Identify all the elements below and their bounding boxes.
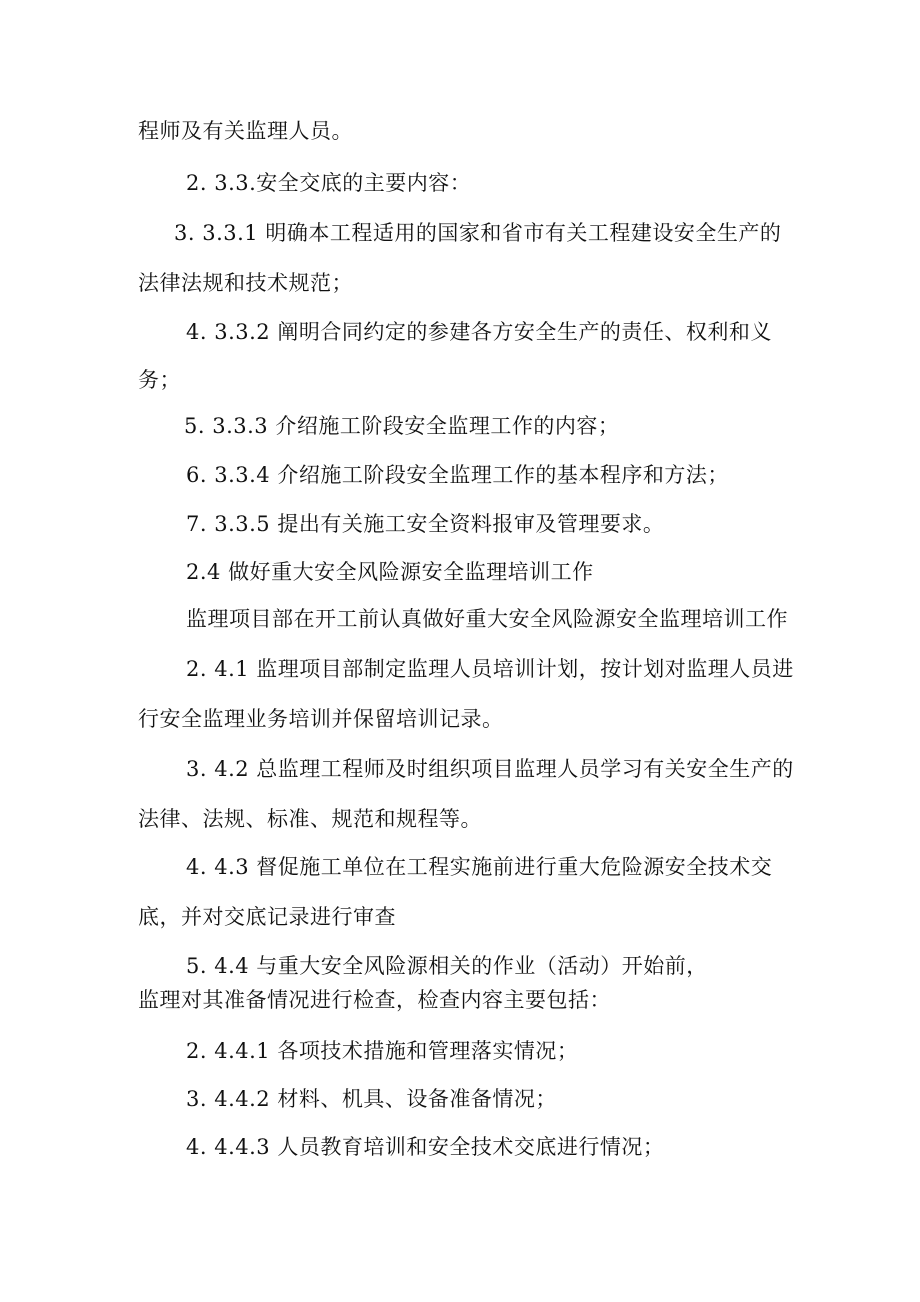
text-line: 监理对其准备情况进行检查，检查内容主要包括： [138, 988, 611, 1012]
text-line: 法律法规和技术规范； [138, 271, 353, 295]
list-item: 4. 3.3.2 阐明合同约定的参建各方安全生产的责任、权利和义 [186, 320, 772, 344]
text-line: 行安全监理业务培训并保留培训记录。 [138, 707, 504, 731]
text-line: 法律、法规、标准、规范和规程等。 [138, 807, 482, 831]
list-item: 4. 4.4.3 人员教育培训和安全技术交底进行情况； [186, 1135, 665, 1159]
text-line: 程师及有关监理人员。 [138, 119, 353, 143]
text-line: 务； [138, 368, 181, 392]
list-item: 7. 3.3.5 提出有关施工安全资料报审及管理要求。 [186, 512, 665, 536]
list-item: 5. 4.4 与重大安全风险源相关的作业（活动）开始前， [186, 954, 708, 978]
list-item: 2. 4.4.1 各项技术措施和管理落实情况； [186, 1039, 579, 1063]
list-item: 6. 3.3.4 介绍施工阶段安全监理工作的基本程序和方法； [186, 463, 729, 487]
section-heading: 2. 3.3.安全交底的主要内容： [186, 171, 472, 195]
list-item: 3. 4.2 总监理工程师及时组织项目监理人员学习有关安全生产的 [186, 757, 794, 781]
text-line: 底，并对交底记录进行审查 [138, 905, 396, 929]
list-item: 5. 3.3.3 介绍施工阶段安全监理工作的内容； [184, 414, 620, 438]
list-item: 4. 4.3 督促施工单位在工程实施前进行重大危险源安全技术交 [186, 855, 773, 879]
section-heading: 2.4 做好重大安全风险源安全监理培训工作 [186, 560, 594, 584]
list-item: 2. 4.1 监理项目部制定监理人员培训计划，按计划对监理人员进 [186, 657, 794, 681]
text-line: 监理项目部在开工前认真做好重大安全风险源安全监理培训工作 [186, 607, 788, 631]
list-item: 3. 3.3.1 明确本工程适用的国家和省市有关工程建设安全生产的 [174, 221, 782, 245]
list-item: 3. 4.4.2 材料、机具、设备准备情况； [186, 1087, 557, 1111]
